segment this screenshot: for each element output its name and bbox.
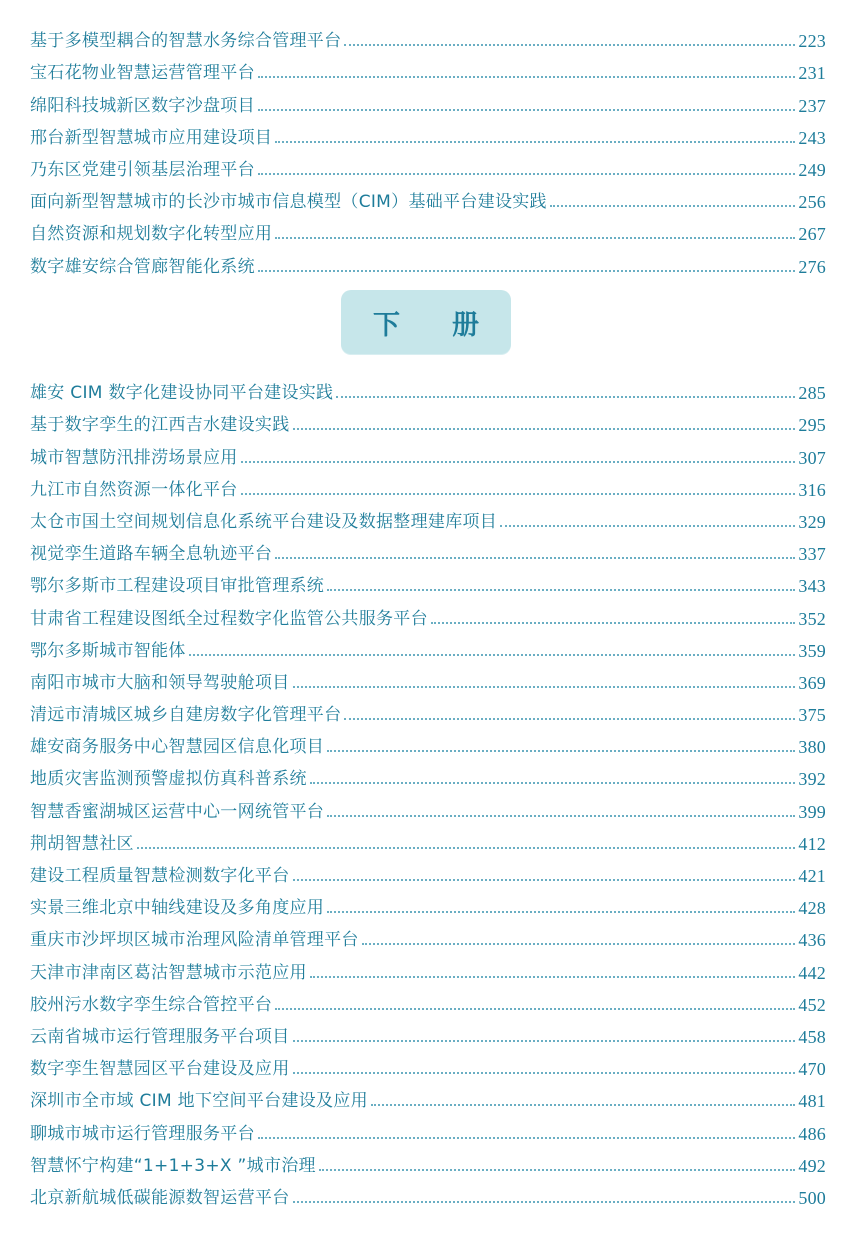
toc-entry[interactable] (30, 20, 826, 52)
section-heading: 下册 (373, 309, 531, 341)
toc-entry-title: 天津市津南区葛沽智慧城市示范应用 (30, 962, 307, 983)
dot-leader (344, 44, 795, 46)
toc-entry-page: 369 (798, 672, 826, 693)
toc-entry[interactable] (30, 790, 826, 822)
toc-entry-title: 城市智慧防汛排涝场景应用 (30, 447, 238, 468)
toc-entry-page: 276 (798, 256, 826, 277)
dot-leader (275, 237, 795, 239)
toc-entry-title: 南阳市城市大脑和领导驾驶舱项目 (30, 672, 290, 693)
toc-entry-title: 乃东区党建引领基层治理平台 (30, 159, 255, 180)
dot-leader (310, 782, 796, 784)
toc-entry-title: 云南省城市运行管理服务平台项目 (30, 1026, 290, 1047)
toc-list-lower (30, 372, 826, 1209)
toc-entry[interactable] (30, 501, 826, 533)
toc-entry-page: 458 (798, 1026, 826, 1047)
toc-entry-title: 太仓市国土空间规划信息化系统平台建设及数据整理建库项目 (30, 511, 498, 532)
toc-entry-page: 295 (798, 415, 826, 436)
toc-entry-page: 399 (798, 801, 826, 822)
toc-entry[interactable] (30, 597, 826, 629)
dot-leader (362, 943, 796, 945)
toc-entry-title: 自然资源和规划数字化转型应用 (30, 224, 273, 245)
dot-leader (241, 493, 796, 495)
toc-entry-title: 雄安商务服务中心智慧园区信息化项目 (30, 737, 325, 758)
toc-entry[interactable] (30, 984, 826, 1016)
toc-entry-title: 基于数字孪生的江西吉水建设实践 (30, 415, 290, 436)
toc-entry[interactable] (30, 404, 826, 436)
dot-leader (293, 1201, 796, 1203)
toc-entry-page: 329 (798, 511, 826, 532)
toc-entry[interactable] (30, 1016, 826, 1048)
dot-leader (327, 589, 795, 591)
toc-entry-title: 聊城市城市运行管理服务平台 (30, 1123, 255, 1144)
dot-leader (258, 270, 795, 272)
toc-entry[interactable] (30, 630, 826, 662)
toc-entry-page: 249 (798, 159, 826, 180)
toc-entry[interactable] (30, 662, 826, 694)
dot-leader (275, 1008, 795, 1010)
dot-leader (258, 109, 795, 111)
toc-entry-title: 基于多模型耦合的智慧水务综合管理平台 (30, 31, 342, 52)
toc-entry[interactable] (30, 951, 826, 983)
toc-entry-title: 鄂尔多斯城市智能体 (30, 640, 186, 661)
toc-entry-page: 256 (798, 192, 826, 213)
toc-entry[interactable] (30, 469, 826, 501)
toc-entry[interactable] (30, 887, 826, 919)
toc-entry-page: 412 (798, 833, 826, 854)
toc-entry-page: 337 (798, 544, 826, 565)
toc-entry-page: 500 (798, 1187, 826, 1208)
dot-leader (344, 718, 795, 720)
dot-leader (336, 396, 795, 398)
dot-leader (327, 911, 795, 913)
toc-entry[interactable] (30, 84, 826, 116)
toc-entry-page: 375 (798, 705, 826, 726)
toc-entry-page: 470 (798, 1059, 826, 1080)
toc-entry[interactable] (30, 436, 826, 468)
toc-entry[interactable] (30, 1048, 826, 1080)
toc-entry-page: 352 (798, 608, 826, 629)
toc-entry-title: 清远市清城区城乡自建房数字化管理平台 (30, 705, 342, 726)
dot-leader (310, 976, 796, 978)
toc-entry-title: 面向新型智慧城市的长沙市城市信息模型（CIM）基础平台建设实践 (30, 192, 547, 213)
toc-entry-page: 392 (798, 769, 826, 790)
toc-entry[interactable] (30, 919, 826, 951)
toc-entry-page: 223 (798, 31, 826, 52)
dot-leader (258, 76, 795, 78)
toc-entry-page: 428 (798, 898, 826, 919)
toc-entry-title: 智慧香蜜湖城区运营中心一网统管平台 (30, 801, 325, 822)
toc-entry-title: 数字孪生智慧园区平台建设及应用 (30, 1059, 290, 1080)
toc-entry[interactable] (30, 758, 826, 790)
toc-entry[interactable] (30, 1080, 826, 1112)
toc-list-upper (30, 20, 826, 278)
toc-entry-title: 宝石花物业智慧运营管理平台 (30, 63, 255, 84)
toc-entry[interactable] (30, 149, 826, 181)
toc-entry-title: 九江市自然资源一体化平台 (30, 479, 238, 500)
dot-leader (293, 879, 796, 881)
dot-leader (293, 428, 796, 430)
toc-entry-title: 荆胡智慧社区 (30, 833, 134, 854)
toc-entry[interactable] (30, 213, 826, 245)
toc-entry-title: 实景三维北京中轴线建设及多角度应用 (30, 898, 325, 919)
section-heading-banner (341, 290, 531, 354)
toc-entry[interactable] (30, 1112, 826, 1144)
toc-entry-title: 胶州污水数字孪生综合管控平台 (30, 994, 273, 1015)
toc-entry-page: 486 (798, 1123, 826, 1144)
toc-entry-page: 452 (798, 994, 826, 1015)
toc-entry-page: 267 (798, 224, 826, 245)
dot-leader (189, 654, 796, 656)
dot-leader (258, 173, 795, 175)
dot-leader (137, 847, 796, 849)
dot-leader (319, 1169, 796, 1171)
toc-entry[interactable] (30, 726, 826, 758)
toc-entry-page: 436 (798, 930, 826, 951)
toc-entry-page: 343 (798, 576, 826, 597)
toc-entry[interactable] (30, 855, 826, 887)
toc-entry-title: 甘肃省工程建设图纸全过程数字化监管公共服务平台 (30, 608, 428, 629)
toc-entry[interactable] (30, 823, 826, 855)
dot-leader (258, 1137, 795, 1139)
toc-entry-title: 鄂尔多斯市工程建设项目审批管理系统 (30, 576, 325, 597)
toc-entry-title: 邢台新型智慧城市应用建设项目 (30, 127, 273, 148)
toc-entry[interactable] (30, 565, 826, 597)
toc-entry[interactable] (30, 245, 826, 277)
toc-entry[interactable] (30, 117, 826, 149)
dot-leader (327, 750, 795, 752)
dot-leader (500, 525, 795, 527)
toc-entry[interactable] (30, 694, 826, 726)
toc-entry[interactable] (30, 1145, 826, 1177)
toc-entry-page: 359 (798, 640, 826, 661)
toc-entry-title: 地质灾害监测预警虚拟仿真科普系统 (30, 769, 307, 790)
toc-entry-title: 智慧怀宁构建“1+1+3+X ”城市治理 (30, 1155, 316, 1176)
toc-entry-title: 重庆市沙坪坝区城市治理风险清单管理平台 (30, 930, 359, 951)
dot-leader (293, 686, 796, 688)
toc-entry-title: 北京新航城低碳能源数智运营平台 (30, 1187, 290, 1208)
dot-leader (550, 205, 796, 207)
toc-entry[interactable] (30, 372, 826, 404)
toc-entry-page: 442 (798, 962, 826, 983)
toc-entry-title: 深圳市全市域 CIM 地下空间平台建设及应用 (30, 1091, 368, 1112)
dot-leader (327, 815, 795, 817)
toc-entry-page: 307 (798, 447, 826, 468)
toc-entry-title: 数字雄安综合管廊智能化系统 (30, 256, 255, 277)
toc-entry-title: 绵阳科技城新区数字沙盘项目 (30, 95, 255, 116)
toc-entry-page: 316 (798, 479, 826, 500)
toc-entry-page: 237 (798, 95, 826, 116)
toc-entry-title: 雄安 CIM 数字化建设协同平台建设实践 (30, 383, 334, 404)
toc-entry[interactable] (30, 181, 826, 213)
dot-leader (241, 461, 796, 463)
dot-leader (275, 141, 795, 143)
toc-entry-title: 视觉孪生道路车辆全息轨迹平台 (30, 544, 273, 565)
dot-leader (275, 557, 795, 559)
toc-entry-page: 380 (798, 737, 826, 758)
toc-entry-page: 285 (798, 383, 826, 404)
dot-leader (371, 1104, 795, 1106)
toc-entry[interactable] (30, 1177, 826, 1209)
toc-entry-page: 243 (798, 127, 826, 148)
dot-leader (431, 622, 795, 624)
dot-leader (293, 1040, 796, 1042)
toc-entry-title: 建设工程质量智慧检测数字化平台 (30, 866, 290, 886)
toc-entry-page: 231 (798, 63, 826, 84)
toc-entry-page: 421 (798, 866, 826, 886)
toc-entry-page: 492 (798, 1155, 826, 1176)
toc-entry[interactable] (30, 533, 826, 565)
toc-entry-page: 481 (798, 1091, 826, 1112)
dot-leader (293, 1072, 796, 1074)
toc-entry[interactable] (30, 52, 826, 84)
